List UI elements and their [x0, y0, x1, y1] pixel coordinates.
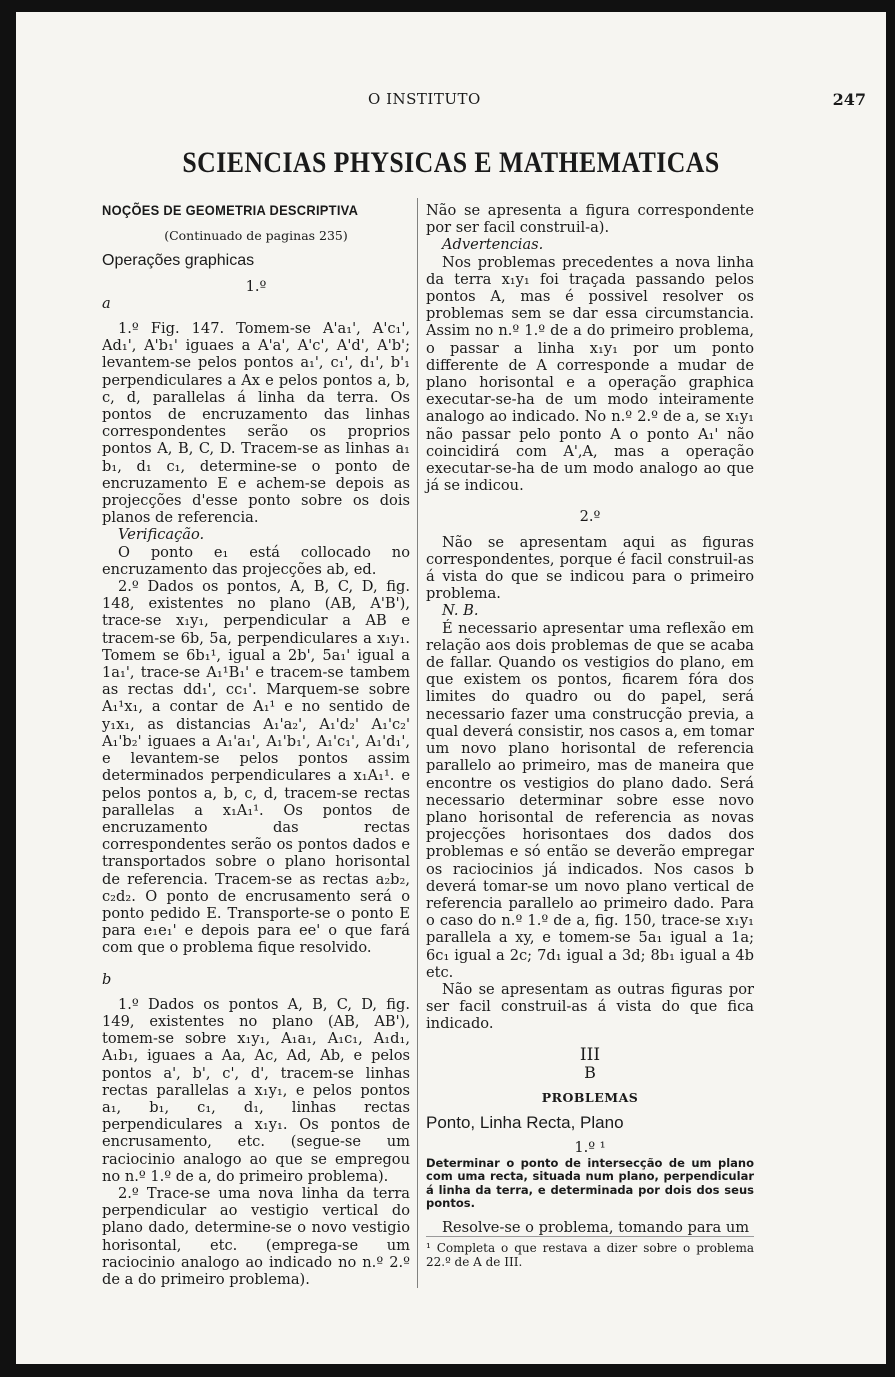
subsection-heading: Operações graphicas [102, 252, 255, 270]
running-title: O INSTITUTO [368, 90, 481, 108]
paragraph: É necessario apresentar uma reflexão em relação aos dois problemas de que se acaba de fallar. Quando os vestigios do plano, em que existem os pontos, ficarem fóra dos limites do quadro ou do papel, será necessario fazer uma construcção previa, a qual deverá consistir, nos casos a, em tomar um novo plano horisontal de referencia parallelo ao primeiro, mas de maneira que encontre os vestigios do plano dado. Será necessario determinar sobre esse novo plano horisontal de referencia as novas projecções horisontaes dos dados dos problemas e só então se deverão empregar os raciocinios já indicados. Nos casos b deverá tomar-se um novo plano vertical de referencia parallelo ao primeiro dado. Para o caso do n.º 1.º de a, fig. 150, trace-se x₁y₁ parallela a xy, e tomem-se 5a₁ igual a 1a; 6c₁ igual a 2c; 7d₁ igual a 3d; 8b₁ igual a 4b etc. [426, 619, 754, 981]
heading-num-2: 2.º [579, 508, 601, 526]
letter-heading: B [584, 1062, 596, 1082]
section-title: SCIENCIAS PHYSICAS E MATHEMATICAS [182, 146, 720, 179]
paragraph: 2.º Dados os pontos, A, B, C, D, fig. 148, existentes no plano (AB, A'B'), trace-se x₁y₁, perpendicular a AB e tracem-se 6b, 5a, perpendiculares a x₁y₁. Tomem se 6b₁¹, igual a 2b', 5a₁' igual a 1a₁', trace-se A₁¹B₁' e tracem-se tambem as rectas dd₁', cc₁'. Marquem-se sobre A₁¹x₁, a contar de A₁¹ e no sentido de y₁x₁, as distancias A₁'a₂', A₁'d₂' A₁'c₂' A₁'b₂' iguaes a A₁'a₁', A₁'b₁', A₁'c₁', A₁'d₁', e levantem-se pelos pontos assim determinados perpendiculares a x₁A₁¹. e pelos pontos a, b, c, d, tracem-se rectas parallelas a x₁A₁¹. Os pontos de encruzamento das rectas correspondentes serão os pontos dados e transportados sobre o plano horisontal de referencia. Tracem-se as rectas a₂b₂, c₂d₂. O ponto de encrusamento será o ponto pedido E. Transporte-se o ponto E para e₁e₁' e depois para ee' o que fará com que o problema fique resolvido. [102, 578, 410, 957]
heading-letter-a: a [102, 294, 111, 312]
nb-heading: N. B. [442, 602, 479, 620]
paragraph: Resolve-se o problema, tomando para um [442, 1218, 750, 1236]
roman-heading: III [579, 1044, 601, 1065]
left-column [102, 202, 410, 1288]
paragraph: Nos problemas precedentes a nova linha da terra x₁y₁ foi traçada passando pelos pontos A, mas é possivel resolver os problemas sem se dar essa circumstancia. Assim no n.º 1.º de a do primeiro problema, o passar a linha x₁y₁ por um ponto differente de A corresponde a mudar de plano horisontal e a operação graphica executar-se-ha de um modo inteiramente analogo ao indicado. No n.º 2.º de a, se x₁y₁ não passar pelo ponto A o ponto A₁' não coincidirá com A',A, mas a operação executar-se-ha de um modo analogo ao que já se indicou. [426, 253, 754, 495]
continued-note: (Continuado de paginas 235) [164, 228, 348, 244]
paragraph: 1.º Dados os pontos A, B, C, D, fig. 149, existentes no plano (AB, AB'), tomem-se sobre x₁y₁, A₁a₁, A₁c₁, A₁d₁, A₁b₁, iguaes a Aa, Ac, Ad, Ab, e pelos pontos a', b', c', d', tracem-se linhas rectas parallelas a x₁y₁, e pelos pontos a₁, b₁, c₁, d₁, linhas rectas perpendiculares a x₁y₁. Os pontos de encrusamento, etc. (segue-se um raciocinio analogo ao que se empregou no n.º 1.º de a, do primeiro problema). [102, 995, 410, 1185]
paragraph: Não se apresentam as outras figuras por ser facil construil-as á vista do que fica indicado. [426, 980, 754, 1033]
book-page [16, 12, 886, 1364]
heading-letter-b: b [102, 970, 112, 988]
problemas-heading: PROBLEMAS [541, 1089, 639, 1105]
right-column [426, 202, 754, 1269]
column-divider [417, 198, 418, 1288]
footnote: ¹ Completa o que restava a dizer sobre o problema 22.º de A de III. [426, 1236, 754, 1269]
heading-num-1: 1.º [245, 277, 267, 295]
running-head [16, 90, 886, 114]
paragraph: O ponto e₁ está collocado no encruzamento das projecções ab, ed. [102, 543, 410, 578]
verification-heading: Verificação. [118, 526, 205, 544]
article-title: NOÇÕES DE GEOMETRIA DESCRIPTIVA [102, 202, 359, 218]
paragraph: Não se apresentam aqui as figuras correspondentes, porque é facil construil-as á vista do que se indicou para o primeiro problema. [426, 533, 754, 603]
advertencias-heading: Advertencias. [442, 236, 544, 254]
problem-statement: Determinar o ponto de intersecção de um plano com uma recta, situada num plano, perpendicular á linha da terra, e determinada por dois dos seus pontos. [426, 1155, 754, 1211]
paragraph: 1.º Fig. 147. Tomem-se A'a₁', A'c₁', Ad₁', A'b₁' iguaes a A'a', A'c', A'd', A'b'; levantem-se pelos pontos a₁', c₁', d₁', b'₁ perpendiculares a Ax e pelos pontos a, b, c, d, parallelas á linha da terra. Os pontos de encruzamento das linhas correspondentes serão os proprios pontos A, B, C, D. Tracem-se as linhas a₁ b₁, d₁ c₁, determine-se o ponto de encruzamento E e achem-se depois as projecções d'esse ponto sobre os dois planos de referencia. [102, 320, 410, 527]
paragraph: 2.º Trace-se uma nova linha da terra perpendicular ao vestigio vertical do plano dado, determine-se o novo vestigio horisontal, etc. (emprega-se um raciocinio analogo ao indicado no n.º 2.º de a do primeiro problema). [102, 1184, 410, 1288]
topic-heading: Ponto, Linha Recta, Plano [426, 1113, 624, 1133]
page-number: 247 [832, 90, 866, 109]
problem-number: 1.º ¹ [574, 1139, 606, 1157]
paragraph: Não se apresenta a figura correspondente por ser facil construil-a). [426, 202, 754, 237]
